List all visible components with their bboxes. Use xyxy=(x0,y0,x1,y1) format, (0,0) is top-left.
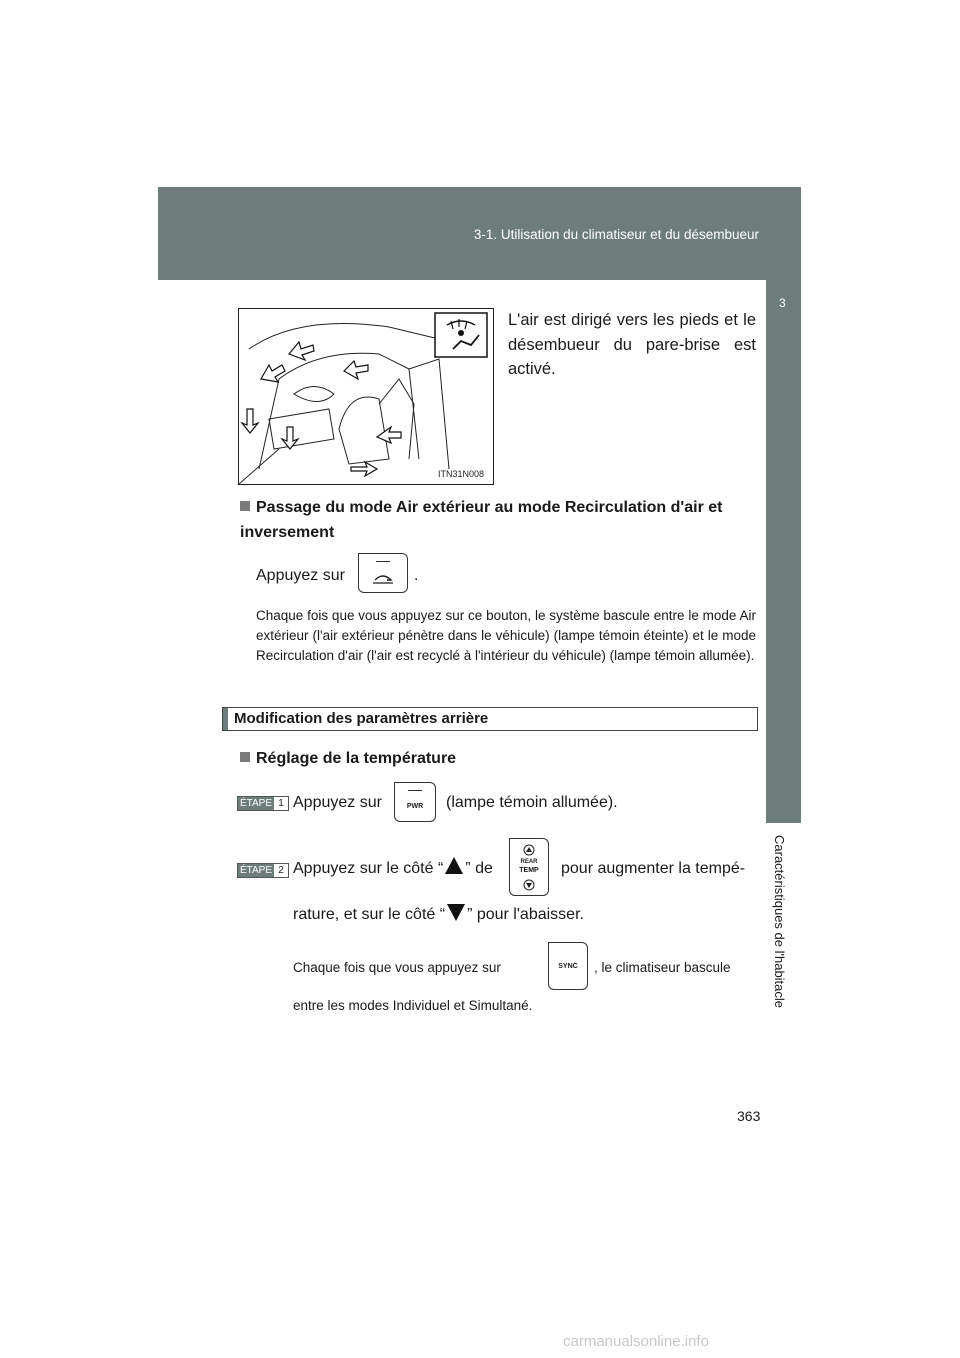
step-2-mid: ” de xyxy=(465,860,493,877)
recirc-heading xyxy=(240,495,760,545)
watermark: carmanualsonline.info xyxy=(563,1333,709,1350)
sync-note-line2: entre les modes Individuel et Simultané. xyxy=(293,998,533,1013)
figure-code: ITN31N008 xyxy=(437,469,484,479)
sync-button[interactable] xyxy=(548,942,588,990)
recirculation-button[interactable] xyxy=(358,553,408,593)
step-2-suffix: pour augmenter la tempé- xyxy=(561,860,746,877)
step-1-suffix: (lampe témoin allumée). xyxy=(446,794,618,811)
step-2-line2-prefix: rature, et sur le côté “ xyxy=(293,906,446,923)
section-header xyxy=(222,707,758,731)
rear-temp-button[interactable] xyxy=(509,838,549,896)
recirc-heading-text: Passage du mode Air extérieur au mode Recirculation d'air et inversement xyxy=(240,499,723,541)
recirc-note: Chaque fois que vous appuyez sur ce bouton, le système bascule entre le mode Air extérieur (l'air extérieur pénètre dans le véhicule) (lampe témoin éteinte) et le mode Recirculation d'air (l'air est recyclé à l'intérieur du véhicule) (lampe témoin allumée). xyxy=(256,608,756,663)
down-triangle-icon xyxy=(447,904,465,921)
rear-temp-heading-text: Réglage de la température xyxy=(256,750,457,767)
airflow-description: L'air est dirigé vers les pieds et le désembueur du pare-brise est activé. xyxy=(508,311,756,378)
rear-temp-label-2: TEMP xyxy=(519,867,539,874)
section-title: Modification des paramètres arrière xyxy=(234,710,489,727)
step-number: 1 xyxy=(278,798,284,809)
step-2-prefix: Appuyez sur le côté “ xyxy=(293,860,444,877)
chapter-title: 3-1. Utilisation du climatiseur et du désembueur xyxy=(473,227,759,242)
rear-temp-label-1: REAR xyxy=(520,859,538,865)
pwr-button[interactable] xyxy=(394,782,436,822)
recirculation-icon xyxy=(359,554,407,592)
step-number: 2 xyxy=(278,865,284,876)
step-1-prefix: Appuyez sur xyxy=(293,794,382,811)
recirc-press-prefix: Appuyez sur xyxy=(256,567,345,584)
step-2-line1 xyxy=(293,857,493,881)
sync-note-prefix: Chaque fois que vous appuyez sur xyxy=(293,960,501,975)
indicator-dash xyxy=(408,790,422,791)
step-label: ÉTAPE xyxy=(239,798,273,809)
page-number: 363 xyxy=(737,1108,761,1124)
sync-button-label: SYNC xyxy=(558,963,578,970)
recirc-press-suffix: . xyxy=(414,567,419,584)
up-triangle-icon xyxy=(445,857,463,874)
chapter-side-label: Caractéristiques de l'habitacle xyxy=(772,835,787,1009)
bullet-square xyxy=(240,752,250,762)
chapter-header xyxy=(158,187,801,280)
sync-note-suffix: , le climatiseur bascule xyxy=(594,960,731,975)
rear-temp-heading xyxy=(240,746,456,771)
cabin-drawing xyxy=(239,309,493,484)
cabin-airflow-illustration xyxy=(238,308,494,485)
step-2-line2 xyxy=(293,903,584,927)
section-accent-bar xyxy=(223,708,228,730)
pwr-button-label: PWR xyxy=(406,803,424,810)
chapter-number: 3 xyxy=(779,296,786,310)
step-1-badge xyxy=(237,796,289,811)
chapter-side-tab xyxy=(766,280,801,823)
step-2-badge xyxy=(237,863,289,878)
step-2-line2-suffix: ” pour l'abaisser. xyxy=(467,906,584,923)
bullet-square xyxy=(240,501,250,511)
step-label: ÉTAPE xyxy=(239,865,273,876)
